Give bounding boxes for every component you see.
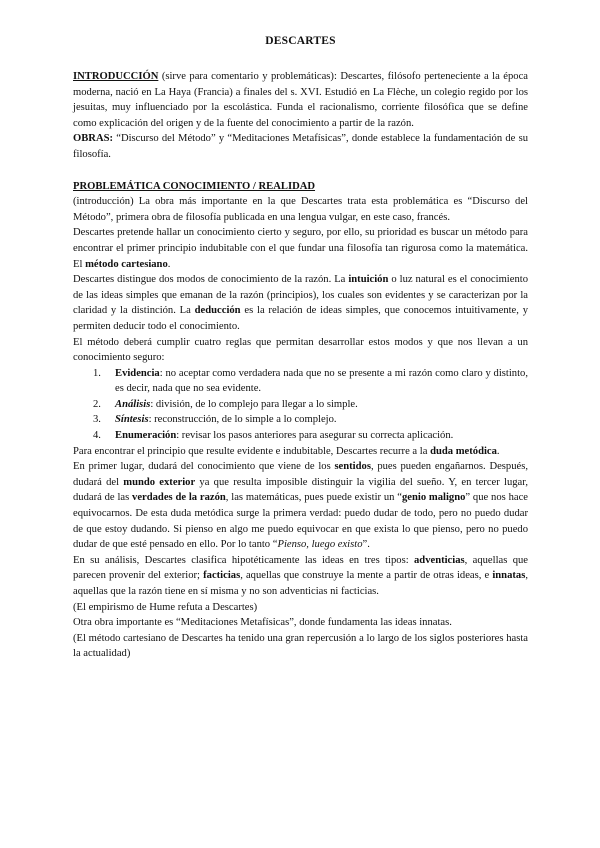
paragraph-ideas [73,553,528,600]
term-facticias: facticias [203,570,241,582]
paragraph-ideas-c: , aquellas que parecen provenir del exterior; [73,554,528,582]
paragraph-dudas-a: En primer lugar, dudará del conocimiento que viene de los [73,461,335,473]
rule-text: : reconstrucción, de lo simple a lo complejo. [148,414,337,426]
quote-pienso-luego-existo: Pienso, luego existo [277,539,363,551]
paragraph-modos-d: es la relación de ideas simples, que conocemos intuitivamente, y permiten deducir todo el conocimiento. [73,305,529,332]
intro-paragraph [73,69,528,131]
term-sentidos: sentidos [334,461,371,473]
paragraph-duda [73,444,528,460]
list-item [93,428,528,444]
term-verdades-razon: verdades de la razón [132,492,226,504]
term-intuicion: intuición [348,274,389,286]
term-genio-maligno: genio maligno [401,492,466,504]
rule-text: : revisar los pasos anteriores para asegurar su correcta aplicación. [176,430,454,442]
term-duda-metodica: duda metódica [430,445,497,457]
list-item [93,366,528,397]
paragraph-reglas: El método deberá cumplir cuatro reglas que permitan desarrollar estos modos y que nos llevan a un conocimiento seguro: [73,336,528,364]
paragraph-dudas [73,459,528,553]
paragraph-metodo-text: Descartes pretende hallar un conocimiento cierto y seguro, por ello, su prioridad es buscar un método para encontrar el primer principio indubitable con el que fundar una filosofía tan rigurosa como la matemática. El [73,227,528,270]
paragraph-dudas-g: ”. [362,539,370,551]
document-body [73,34,528,662]
term-deduccion: deducción [194,305,241,317]
paragraph-ideas-a: En su análisis, Descartes clasifica hipotéticamente las ideas en tres tipos: [73,554,414,566]
rule-text: : división, de lo complejo para llegar a lo simple. [150,398,358,410]
paragraph-duda-c: . [496,445,500,457]
paragraph-metodo [73,225,528,272]
paragraph-hume: (El empirismo de Hume refuta a Descartes) [73,601,258,613]
obras-text: “Discurso del Método” y “Meditaciones Metafísicas”, donde establece la fundamentación de su filosofía. [73,133,528,160]
term-metodo-cartesiano: método cartesiano [85,258,168,270]
paragraph-dudas-f: ” que nos hace equivocarnos. De esta duda metódica surge la primera verdad: puedo dudar de todo, pero no puedo dudar de que estoy dudando. Si pienso en algo me puedo equivocar en que exista lo que pienso, pero no puedo dudar de que esté pensado en ello. Por lo tanto “ [73,492,528,551]
term-mundo-exterior: mundo exterior [123,476,196,488]
paragraph-ideas-e: , aquellas que la razón tiene en sí misma y no son adventicias ni facticias. [73,570,528,597]
term-adventicias: adventicias [414,554,465,566]
paragraph-metodo-end: . [167,258,171,270]
paragraph-modos-a: Descartes distingue dos modos de conocimiento de la razón. La [73,274,349,286]
paragraph-dudas-e: , las matemáticas, pues puede existir un “ [225,492,402,504]
paragraph-dudas-c: , pues pueden engañarnos. Después, dudará del [73,461,528,488]
obras-paragraph [73,131,528,162]
list-item-number: 1. [93,367,101,379]
paragraph-duda-a: Para encontrar el principio que resulte evidente e indubitable, Descartes recurre a la [73,445,431,457]
term-evidencia: Evidencia [115,367,160,379]
term-enumeracion: Enumeración [115,430,177,442]
intro-text: (sirve para comentario y problemáticas): Descartes, filósofo perteneciente a la época moderna, nació en La Haya (Francia) a finales del s. XVI. Estudió en La Flèche, un colegio regido por los jesuitas, muy influenciado por la escolástica. Funda el racionalismo, corriente filosófica que se define como explicación del origen y de la fuente del conocimiento a partir de la razón. [73,71,528,129]
list-item [93,412,528,428]
term-innatas: innatas [492,570,526,582]
rules-list [73,366,528,444]
paragraph-ideas-d: , aquellas que construye la mente a partir de otras ideas, e [240,570,493,582]
rule-text: : no aceptar como verdadera nada que no se presente a mi razón como claro y distinto, es decir, nada que no sea evidente. [115,367,528,395]
document-title: DESCARTES [265,35,336,47]
list-item-number: 3. [93,414,101,426]
list-item-number: 2. [93,398,101,410]
term-sintesis: Síntesis [115,414,149,426]
term-analisis: Análisis [115,398,151,410]
paragraph-modos-c: o luz natural es el conocimiento de las ideas simples que emanan de la razón (principios), los cuales son evidentes y se caracterizan por la claridad y la distinción. La [73,274,528,317]
list-item-number: 4. [93,430,101,442]
paragraph-meditaciones: Otra obra importante es “Meditaciones Metafísicas”, donde fundamenta las ideas innatas. [73,617,452,629]
section-heading: PROBLEMÁTICA CONOCIMIENTO / REALIDAD [73,180,316,192]
list-item [93,397,528,413]
paragraph-dudas-d: ya que resulta imposible distinguir la vigilia del sueño. Y, en tercer lugar, dudará de las [73,476,528,504]
obras-label: OBRAS: [73,133,114,145]
paragraph-repercusion: (El método cartesiano de Descartes ha tenido una gran repercusión a lo largo de los siglos posteriores hasta la actualidad) [73,632,528,660]
paragraph-modos [73,272,528,334]
intro-label: INTRODUCCIÓN [73,71,159,82]
paragraph-intro-discurso: (introducción) La obra más importante en la que Descartes trata esta problemática es “Discurso del Método”, primera obra de filosofía publicada en una lengua vulgar, en este caso, francés. [73,196,528,223]
